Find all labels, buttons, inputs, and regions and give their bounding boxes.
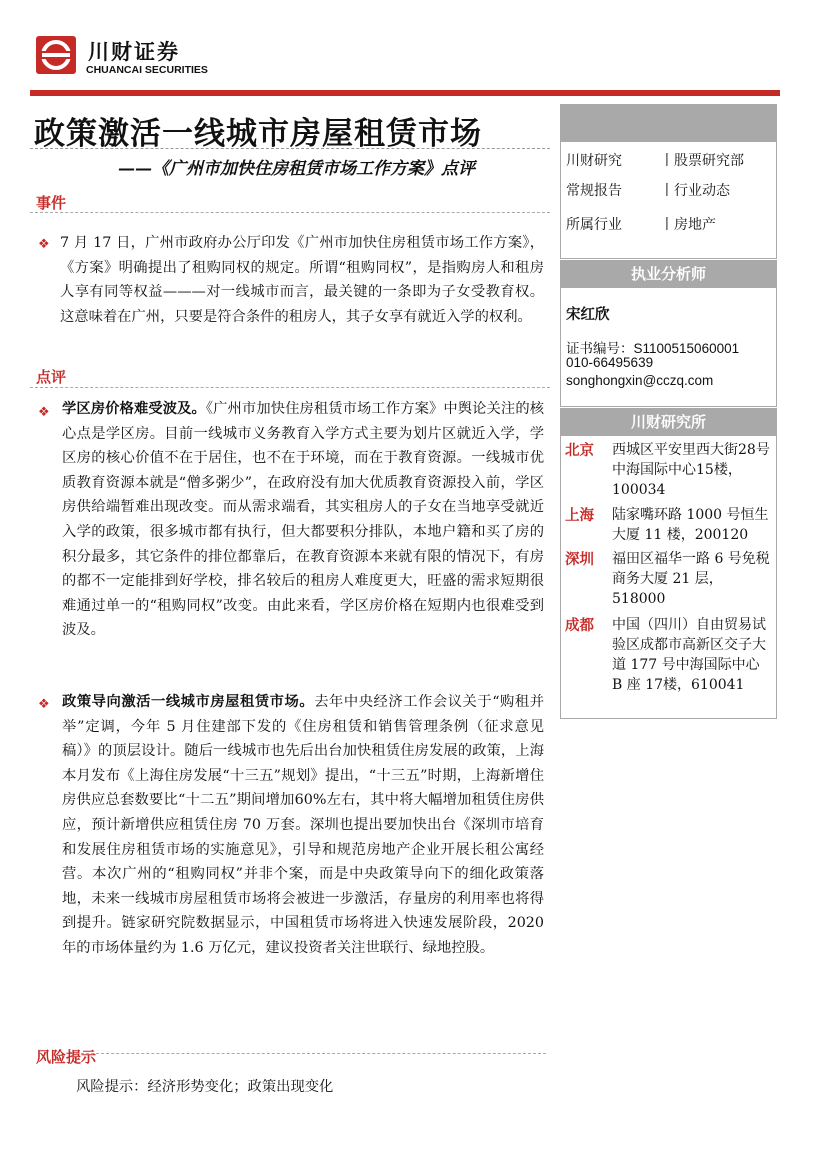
- comment-item-lead: 学区房价格难受波及。: [62, 401, 206, 417]
- section-divider: [30, 212, 550, 213]
- meta-value: 丨行业动态: [660, 183, 730, 199]
- meta-value: 丨股票研究部: [660, 153, 744, 169]
- sidebar-top-band: [560, 104, 777, 142]
- comment-item-body: 去年中央经济工作会议关于“购租并举”定调，今年 5 月住建部下发的《住房租赁和销售管理条例（征求意见稿）》的顶层设计。随后一线城市也先后出台加快租赁住房发展的政策，上海本月发布《上海住房发展“十三五”规划》提出，“十三五”时期，上海新增住房供应总套数要比“十二五”期间增加60%左右，其中将大幅增加租赁住房供应，预计新增供应租赁住房 70 万套。深圳也提出要加快出台《深圳市培育和发展住房租赁市场的实施意见》，引导和规范房地产企业开展长租公寓经营。本次广州的“租购同权”并非个案，而是中央政策导向下的细化政策落地，未来一线城市房屋租赁市场将会被进一步激活，存量房的利用率也将得到提升。链家研究院数据显示，中国租赁市场将进入快速发展阶段，2020 年的市场体量约为 1.6 万亿元，建议投资者关注世联行、绿地控股。: [62, 694, 545, 956]
- analyst-email: songhongxin@cczq.com: [566, 373, 714, 388]
- meta-label: 所属行业: [566, 217, 622, 233]
- office-address: 福田区福华一路 6 号免税商务大厦 21 层，518000: [612, 551, 770, 607]
- office-city: 上海: [565, 507, 594, 524]
- diamond-bullet-icon: ❖: [38, 697, 50, 712]
- event-text: 7 月 17 日，广州市政府办公厅印发《广州市加快住房租赁市场工作方案》，《方案》明确提出了租购同权的规定。所谓“租购同权”，是指购房人和租房人享有同等权益———对一线城市而言，最关键的一条即为子女受教育权。这意味着在广州，只要是符合条件的租房人，其子女享有就近入学的权利。: [60, 235, 544, 325]
- section-divider: [76, 1053, 546, 1054]
- comment-item-body: 《广州市加快住房租赁市场工作方案》中舆论关注的核心点是学区房。目前一线城市义务教育入学方式主要为划片区就近入学，学区房的核心价值不在于居住，也不在于环境，而在于教育资源。一线城市优质教育资源本就是“僧多粥少”，在政府没有加大优质教育资源投入前，学区房供给端暂难出现改变。而从需求端看，其实租房人的子女在当地享受就近入学的政策，很多城市都有执行，但大都要积分排队，本地户籍和买了房的积分最多，其它条件的排位都靠后，在教育资源本来就有限的情况下，有房的都不一定能排到好学校，排名较后的租房人难度更大，旺盛的需求短期很难通过单一的“租购同权”改变。由此来看，学区房价格在短期内也很难受到波及。: [62, 401, 545, 639]
- office-city: 成都: [565, 617, 594, 634]
- section-heading-risk: 风险提示: [36, 1048, 97, 1066]
- meta-value: 丨房地产: [660, 217, 716, 233]
- header-red-bar: [30, 90, 780, 96]
- office-address: 西城区平安里西大街28号中海国际中心15楼，100034: [612, 442, 770, 498]
- comment-item-lead: 政策导向激活一线城市房屋租赁市场。: [62, 694, 315, 710]
- diamond-bullet-icon: ❖: [38, 237, 50, 252]
- brand-name-cn: 川财证券: [88, 40, 180, 64]
- risk-text: 风险提示：经济形势变化；政策出现变化: [76, 1079, 334, 1095]
- office-address: 陆家嘴环路 1000 号恒生大厦 11 楼，200120: [612, 507, 769, 543]
- institute-heading: 川财研究所: [560, 408, 777, 436]
- analyst-cert: 证书编号：S1100515060001: [566, 341, 740, 356]
- comment-item-1: [62, 397, 544, 643]
- office-address: 中国（四川）自由贸易试验区成都市高新区交子大道 177 号中海国际中心 B 座 17楼，610041: [612, 617, 766, 693]
- section-heading-event: 事件: [36, 194, 67, 212]
- brand-name-en: CHUANCAI SECURITIES: [86, 64, 208, 76]
- comment-item-2: [62, 690, 544, 961]
- event-paragraph: [60, 231, 544, 329]
- section-heading-comment: 点评: [36, 368, 67, 386]
- title-divider: [30, 148, 550, 150]
- section-divider: [30, 387, 550, 388]
- meta-label: 川财研究: [566, 153, 622, 169]
- report-subtitle: ——《广州市加快住房租赁市场工作方案》点评: [118, 159, 475, 179]
- analyst-name: 宋红欣: [566, 306, 610, 323]
- report-title: 政策激活一线城市房屋租赁市场: [34, 116, 482, 152]
- meta-label: 常规报告: [566, 183, 622, 199]
- chuancai-logo-icon: [36, 36, 76, 74]
- analyst-phone: 010-66495639: [566, 355, 654, 370]
- diamond-bullet-icon: ❖: [38, 405, 50, 420]
- analyst-heading: 执业分析师: [560, 260, 777, 288]
- office-city: 深圳: [565, 551, 594, 568]
- office-city: 北京: [565, 442, 594, 459]
